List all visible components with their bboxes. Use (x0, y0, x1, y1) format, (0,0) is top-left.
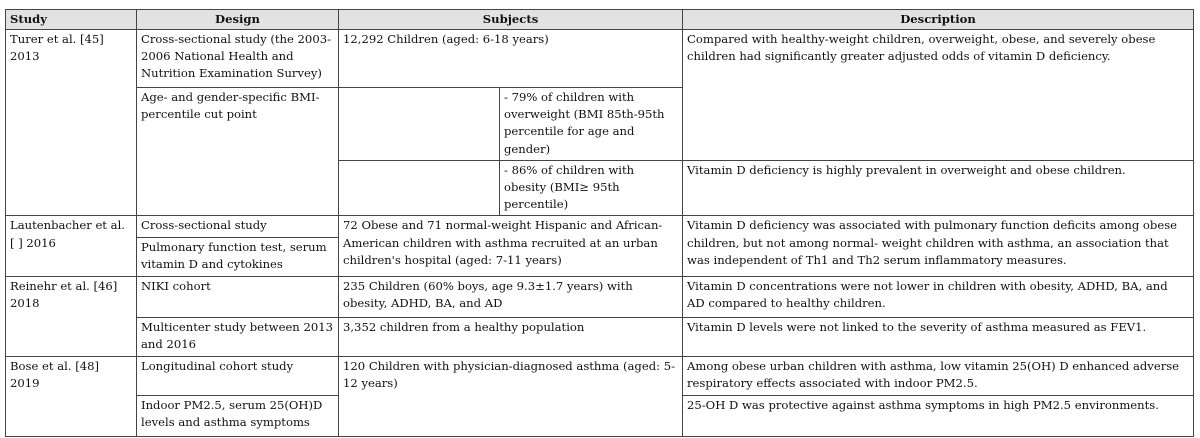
design-cell: Pulmonary function test, serum vitamin D and cytokines (137, 237, 339, 276)
table-row (6, 216, 1194, 237)
header-description: Description (683, 10, 1194, 30)
design-cell: Multicenter study between 2013 and 2016 (137, 317, 339, 356)
study-cell: Bose et al. [48] 2019 (6, 356, 137, 436)
design-cell: Cross-sectional study (137, 216, 339, 237)
study-cell: Turer et al. [45] 2013 (6, 30, 137, 216)
header-subjects: Subjects (339, 10, 683, 30)
subjects-cell: 120 Children with physician-diagnosed asthma (aged: 5-12 years) (339, 356, 683, 436)
design-cell: Cross-sectional study (the 2003-2006 National Health and Nutrition Examination Survey) (137, 30, 339, 88)
study-cell: Lautenbacher et al. [ ] 2016 (6, 216, 137, 276)
subjects-cell: 72 Obese and 71 normal-weight Hispanic and African-American children with asthma recruited at an urban children's hospital (aged: 7-11 years) (339, 216, 683, 276)
design-cell: Longitudinal cohort study (137, 356, 339, 395)
subjects-cell: - 79% of children with overweight (BMI 85th-95th percentile for age and gender) (500, 88, 683, 161)
subjects-cell-empty (339, 88, 500, 161)
subjects-cell: - 86% of children with obesity (BMI≥ 95th percentile) (500, 160, 683, 216)
table-row (6, 276, 1194, 317)
subjects-cell: 235 Children (60% boys, age 9.3±1.7 years) with obesity, ADHD, BA, and AD (339, 276, 683, 317)
description-cell: Vitamin D concentrations were not lower in children with obesity, ADHD, BA, and AD compared to healthy children. (683, 276, 1194, 317)
description-cell: Vitamin D deficiency was associated with pulmonary function deficits among obese children, but not among normal- weight children with asthma, an association that was independent of Th1 and Th2 serum inflammatory measures. (683, 216, 1194, 276)
table-row (6, 356, 1194, 395)
studies-table (5, 9, 1194, 437)
study-cell: Reinehr et al. [46] 2018 (6, 276, 137, 356)
table-row (6, 30, 1194, 88)
description-cell: 25-OH D was protective against asthma symptoms in high PM2.5 environments. (683, 395, 1194, 436)
table-row (6, 317, 1194, 356)
design-cell: NIKI cohort (137, 276, 339, 317)
description-cell: Vitamin D deficiency is highly prevalent in overweight and obese children. (683, 160, 1194, 216)
description-cell: Compared with healthy-weight children, overweight, obese, and severely obese children had significantly greater adjusted odds of vitamin D deficiency. (683, 30, 1194, 161)
design-cell: Age- and gender-specific BMI-percentile cut point (137, 88, 339, 216)
subjects-cell-empty (339, 160, 500, 216)
design-cell: Indoor PM2.5, serum 25(OH)D levels and asthma symptoms (137, 395, 339, 436)
description-cell: Vitamin D levels were not linked to the severity of asthma measured as FEV1. (683, 317, 1194, 356)
header-design: Design (137, 10, 339, 30)
subjects-cell: 3,352 children from a healthy population (339, 317, 683, 356)
header-row (6, 10, 1194, 30)
description-cell: Among obese urban children with asthma, low vitamin 25(OH) D enhanced adverse respiratory effects associated with indoor PM2.5. (683, 356, 1194, 395)
header-study: Study (6, 10, 137, 30)
subjects-cell: 12,292 Children (aged: 6-18 years) (339, 30, 683, 88)
